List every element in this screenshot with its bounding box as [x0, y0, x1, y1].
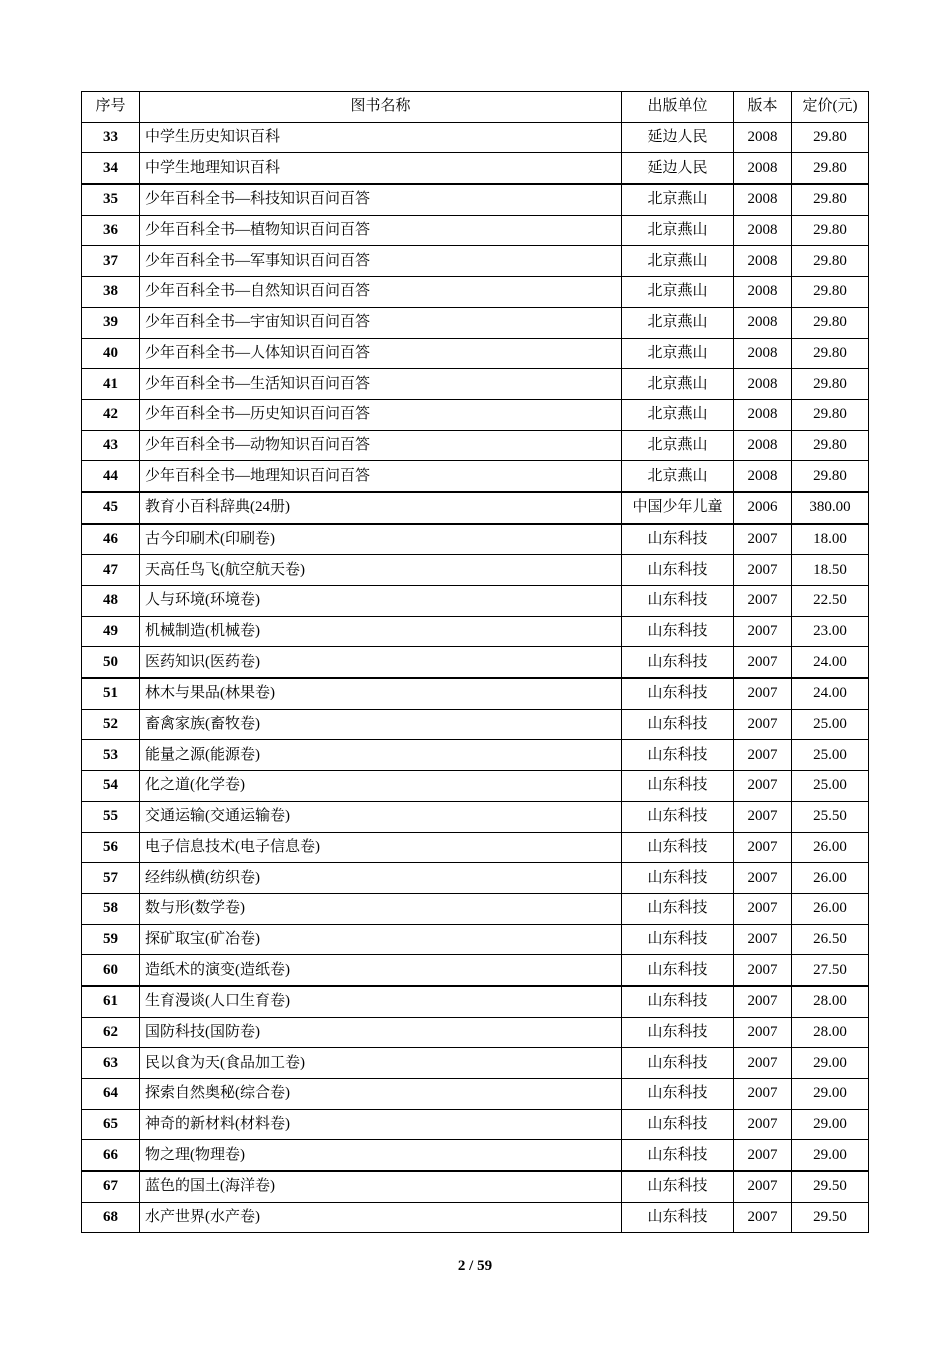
- table-row: [82, 1171, 869, 1202]
- edition-year: 2008: [734, 399, 792, 430]
- publisher: 延边人民: [622, 153, 734, 184]
- row-number: 42: [82, 399, 140, 430]
- price: 23.00: [792, 616, 869, 647]
- price: 26.00: [792, 832, 869, 863]
- edition-year: 2007: [734, 1079, 792, 1110]
- table-row: [82, 122, 869, 153]
- row-number: 59: [82, 924, 140, 955]
- price: 18.50: [792, 555, 869, 586]
- book-title: 电子信息技术(电子信息卷): [140, 832, 622, 863]
- price: 29.80: [792, 307, 869, 338]
- price: 380.00: [792, 492, 869, 524]
- price: 29.80: [792, 122, 869, 153]
- header-edition: 版本: [734, 92, 792, 123]
- price: 26.00: [792, 893, 869, 924]
- edition-year: 2008: [734, 153, 792, 184]
- table-row: [82, 369, 869, 400]
- table-row: [82, 893, 869, 924]
- table-row: [82, 986, 869, 1017]
- edition-year: 2007: [734, 1109, 792, 1140]
- publisher: 山东科技: [622, 986, 734, 1017]
- row-number: 45: [82, 492, 140, 524]
- edition-year: 2007: [734, 1140, 792, 1171]
- row-number: 58: [82, 893, 140, 924]
- book-title: 少年百科全书—植物知识百问百答: [140, 215, 622, 246]
- row-number: 60: [82, 955, 140, 986]
- book-title: 机械制造(机械卷): [140, 616, 622, 647]
- publisher: 北京燕山: [622, 369, 734, 400]
- publisher: 山东科技: [622, 709, 734, 740]
- price: 27.50: [792, 955, 869, 986]
- page-number: 2 / 59: [457, 1258, 493, 1274]
- table-row: [82, 307, 869, 338]
- table-row: [82, 399, 869, 430]
- row-number: 39: [82, 307, 140, 338]
- table-row: [82, 1109, 869, 1140]
- table-row: [82, 647, 869, 678]
- edition-year: 2007: [734, 893, 792, 924]
- price: 25.50: [792, 801, 869, 832]
- edition-year: 2007: [734, 801, 792, 832]
- table-row: [82, 955, 869, 986]
- row-number: 47: [82, 555, 140, 586]
- table-row: [82, 338, 869, 369]
- row-number: 52: [82, 709, 140, 740]
- book-title: 少年百科全书—宇宙知识百问百答: [140, 307, 622, 338]
- publisher: 山东科技: [622, 771, 734, 802]
- publisher: 山东科技: [622, 1202, 734, 1233]
- publisher: 山东科技: [622, 1171, 734, 1202]
- publisher: 山东科技: [622, 1048, 734, 1079]
- book-title: 中学生历史知识百科: [140, 122, 622, 153]
- publisher: 北京燕山: [622, 461, 734, 492]
- price: 29.80: [792, 461, 869, 492]
- publisher: 山东科技: [622, 1140, 734, 1171]
- table-header-row: [82, 92, 869, 123]
- publisher: 山东科技: [622, 863, 734, 894]
- price: 29.80: [792, 399, 869, 430]
- publisher: 山东科技: [622, 955, 734, 986]
- publisher: 北京燕山: [622, 184, 734, 215]
- edition-year: 2008: [734, 461, 792, 492]
- edition-year: 2008: [734, 184, 792, 215]
- header-title: 图书名称: [140, 92, 622, 123]
- row-number: 48: [82, 586, 140, 617]
- row-number: 65: [82, 1109, 140, 1140]
- row-number: 67: [82, 1171, 140, 1202]
- price: 26.00: [792, 863, 869, 894]
- publisher: 北京燕山: [622, 307, 734, 338]
- price: 29.50: [792, 1171, 869, 1202]
- book-title: 能量之源(能源卷): [140, 740, 622, 771]
- row-number: 56: [82, 832, 140, 863]
- price: 26.50: [792, 924, 869, 955]
- publisher: 山东科技: [622, 924, 734, 955]
- edition-year: 2007: [734, 863, 792, 894]
- book-title: 交通运输(交通运输卷): [140, 801, 622, 832]
- row-number: 62: [82, 1017, 140, 1048]
- edition-year: 2007: [734, 740, 792, 771]
- book-title: 少年百科全书—生活知识百问百答: [140, 369, 622, 400]
- book-title: 畜禽家族(畜牧卷): [140, 709, 622, 740]
- table-row: [82, 555, 869, 586]
- book-title: 探索自然奥秘(综合卷): [140, 1079, 622, 1110]
- edition-year: 2007: [734, 586, 792, 617]
- publisher: 山东科技: [622, 893, 734, 924]
- edition-year: 2007: [734, 555, 792, 586]
- publisher: 山东科技: [622, 1017, 734, 1048]
- price: 28.00: [792, 1017, 869, 1048]
- price: 18.00: [792, 524, 869, 555]
- price: 29.50: [792, 1202, 869, 1233]
- book-title: 人与环境(环境卷): [140, 586, 622, 617]
- table-row: [82, 832, 869, 863]
- row-number: 61: [82, 986, 140, 1017]
- publisher: 山东科技: [622, 647, 734, 678]
- edition-year: 2008: [734, 215, 792, 246]
- book-title: 教育小百科辞典(24册): [140, 492, 622, 524]
- edition-year: 2008: [734, 430, 792, 461]
- table-row: [82, 740, 869, 771]
- price: 28.00: [792, 986, 869, 1017]
- edition-year: 2007: [734, 1171, 792, 1202]
- price: 29.80: [792, 184, 869, 215]
- price: 25.00: [792, 709, 869, 740]
- publisher: 山东科技: [622, 740, 734, 771]
- price: 29.00: [792, 1079, 869, 1110]
- row-number: 36: [82, 215, 140, 246]
- publisher: 山东科技: [622, 1079, 734, 1110]
- table-row: [82, 215, 869, 246]
- row-number: 44: [82, 461, 140, 492]
- price: 25.00: [792, 740, 869, 771]
- table-row: [82, 678, 869, 709]
- table-row: [82, 1140, 869, 1171]
- row-number: 41: [82, 369, 140, 400]
- publisher: 北京燕山: [622, 215, 734, 246]
- row-number: 63: [82, 1048, 140, 1079]
- table-row: [82, 492, 869, 524]
- edition-year: 2007: [734, 955, 792, 986]
- book-title: 经纬纵横(纺织卷): [140, 863, 622, 894]
- table-row: [82, 616, 869, 647]
- table-row: [82, 1048, 869, 1079]
- book-title: 民以食为天(食品加工卷): [140, 1048, 622, 1079]
- table-row: [82, 153, 869, 184]
- edition-year: 2007: [734, 616, 792, 647]
- price: 22.50: [792, 586, 869, 617]
- header-no: 序号: [82, 92, 140, 123]
- row-number: 33: [82, 122, 140, 153]
- book-title: 少年百科全书—动物知识百问百答: [140, 430, 622, 461]
- edition-year: 2008: [734, 122, 792, 153]
- publisher: 山东科技: [622, 616, 734, 647]
- publisher: 山东科技: [622, 832, 734, 863]
- row-number: 40: [82, 338, 140, 369]
- table-row: [82, 1017, 869, 1048]
- price: 24.00: [792, 647, 869, 678]
- publisher: 北京燕山: [622, 246, 734, 277]
- row-number: 54: [82, 771, 140, 802]
- edition-year: 2007: [734, 1017, 792, 1048]
- publisher: 北京燕山: [622, 399, 734, 430]
- table-row: [82, 430, 869, 461]
- publisher: 山东科技: [622, 1109, 734, 1140]
- row-number: 37: [82, 246, 140, 277]
- edition-year: 2008: [734, 369, 792, 400]
- publisher: 延边人民: [622, 122, 734, 153]
- table-row: [82, 863, 869, 894]
- price: 24.00: [792, 678, 869, 709]
- edition-year: 2007: [734, 709, 792, 740]
- row-number: 55: [82, 801, 140, 832]
- price: 29.80: [792, 153, 869, 184]
- publisher: 山东科技: [622, 678, 734, 709]
- row-number: 49: [82, 616, 140, 647]
- book-title: 生育漫谈(人口生育卷): [140, 986, 622, 1017]
- price: 29.00: [792, 1140, 869, 1171]
- book-title: 少年百科全书—自然知识百问百答: [140, 277, 622, 308]
- edition-year: 2007: [734, 986, 792, 1017]
- row-number: 43: [82, 430, 140, 461]
- table-row: [82, 277, 869, 308]
- publisher: 北京燕山: [622, 430, 734, 461]
- table-row: [82, 461, 869, 492]
- price: 29.00: [792, 1109, 869, 1140]
- table-row: [82, 246, 869, 277]
- row-number: 51: [82, 678, 140, 709]
- table-row: [82, 586, 869, 617]
- book-title: 古今印刷术(印刷卷): [140, 524, 622, 555]
- edition-year: 2007: [734, 924, 792, 955]
- row-number: 66: [82, 1140, 140, 1171]
- edition-year: 2007: [734, 832, 792, 863]
- publisher: 北京燕山: [622, 338, 734, 369]
- price: 29.00: [792, 1048, 869, 1079]
- edition-year: 2007: [734, 1048, 792, 1079]
- book-title: 天高任鸟飞(航空航天卷): [140, 555, 622, 586]
- book-list-table-container: [81, 91, 869, 1233]
- table-row: [82, 801, 869, 832]
- edition-year: 2007: [734, 678, 792, 709]
- book-title: 少年百科全书—地理知识百问百答: [140, 461, 622, 492]
- row-number: 46: [82, 524, 140, 555]
- book-title: 物之理(物理卷): [140, 1140, 622, 1171]
- book-title: 神奇的新材料(材料卷): [140, 1109, 622, 1140]
- edition-year: 2007: [734, 771, 792, 802]
- row-number: 53: [82, 740, 140, 771]
- book-title: 水产世界(水产卷): [140, 1202, 622, 1233]
- table-row: [82, 184, 869, 215]
- publisher: 山东科技: [622, 586, 734, 617]
- book-title: 医药知识(医药卷): [140, 647, 622, 678]
- edition-year: 2007: [734, 647, 792, 678]
- edition-year: 2008: [734, 277, 792, 308]
- table-row: [82, 1202, 869, 1233]
- table-row: [82, 924, 869, 955]
- table-row: [82, 1079, 869, 1110]
- price: 29.80: [792, 338, 869, 369]
- book-title: 林木与果品(林果卷): [140, 678, 622, 709]
- book-title: 少年百科全书—科技知识百问百答: [140, 184, 622, 215]
- publisher: 山东科技: [622, 555, 734, 586]
- row-number: 50: [82, 647, 140, 678]
- publisher: 中国少年儿童: [622, 492, 734, 524]
- edition-year: 2008: [734, 338, 792, 369]
- book-title: 中学生地理知识百科: [140, 153, 622, 184]
- book-title: 少年百科全书—人体知识百问百答: [140, 338, 622, 369]
- price: 29.80: [792, 215, 869, 246]
- edition-year: 2008: [734, 307, 792, 338]
- book-title: 造纸术的演变(造纸卷): [140, 955, 622, 986]
- table-row: [82, 524, 869, 555]
- edition-year: 2008: [734, 246, 792, 277]
- edition-year: 2007: [734, 524, 792, 555]
- book-title: 少年百科全书—历史知识百问百答: [140, 399, 622, 430]
- price: 25.00: [792, 771, 869, 802]
- edition-year: 2007: [734, 1202, 792, 1233]
- book-title: 数与形(数学卷): [140, 893, 622, 924]
- book-title: 蓝色的国土(海洋卷): [140, 1171, 622, 1202]
- row-number: 68: [82, 1202, 140, 1233]
- table-row: [82, 709, 869, 740]
- publisher: 北京燕山: [622, 277, 734, 308]
- publisher: 山东科技: [622, 801, 734, 832]
- row-number: 64: [82, 1079, 140, 1110]
- table-row: [82, 771, 869, 802]
- row-number: 34: [82, 153, 140, 184]
- table-body: [82, 122, 869, 1233]
- edition-year: 2006: [734, 492, 792, 524]
- row-number: 35: [82, 184, 140, 215]
- price: 29.80: [792, 277, 869, 308]
- book-title: 少年百科全书—军事知识百问百答: [140, 246, 622, 277]
- publisher: 山东科技: [622, 524, 734, 555]
- price: 29.80: [792, 246, 869, 277]
- header-publisher: 出版单位: [622, 92, 734, 123]
- price: 29.80: [792, 430, 869, 461]
- price: 29.80: [792, 369, 869, 400]
- book-title: 化之道(化学卷): [140, 771, 622, 802]
- row-number: 38: [82, 277, 140, 308]
- row-number: 57: [82, 863, 140, 894]
- header-price: 定价(元): [792, 92, 869, 123]
- book-list-table: [81, 91, 869, 1233]
- book-title: 国防科技(国防卷): [140, 1017, 622, 1048]
- book-title: 探矿取宝(矿冶卷): [140, 924, 622, 955]
